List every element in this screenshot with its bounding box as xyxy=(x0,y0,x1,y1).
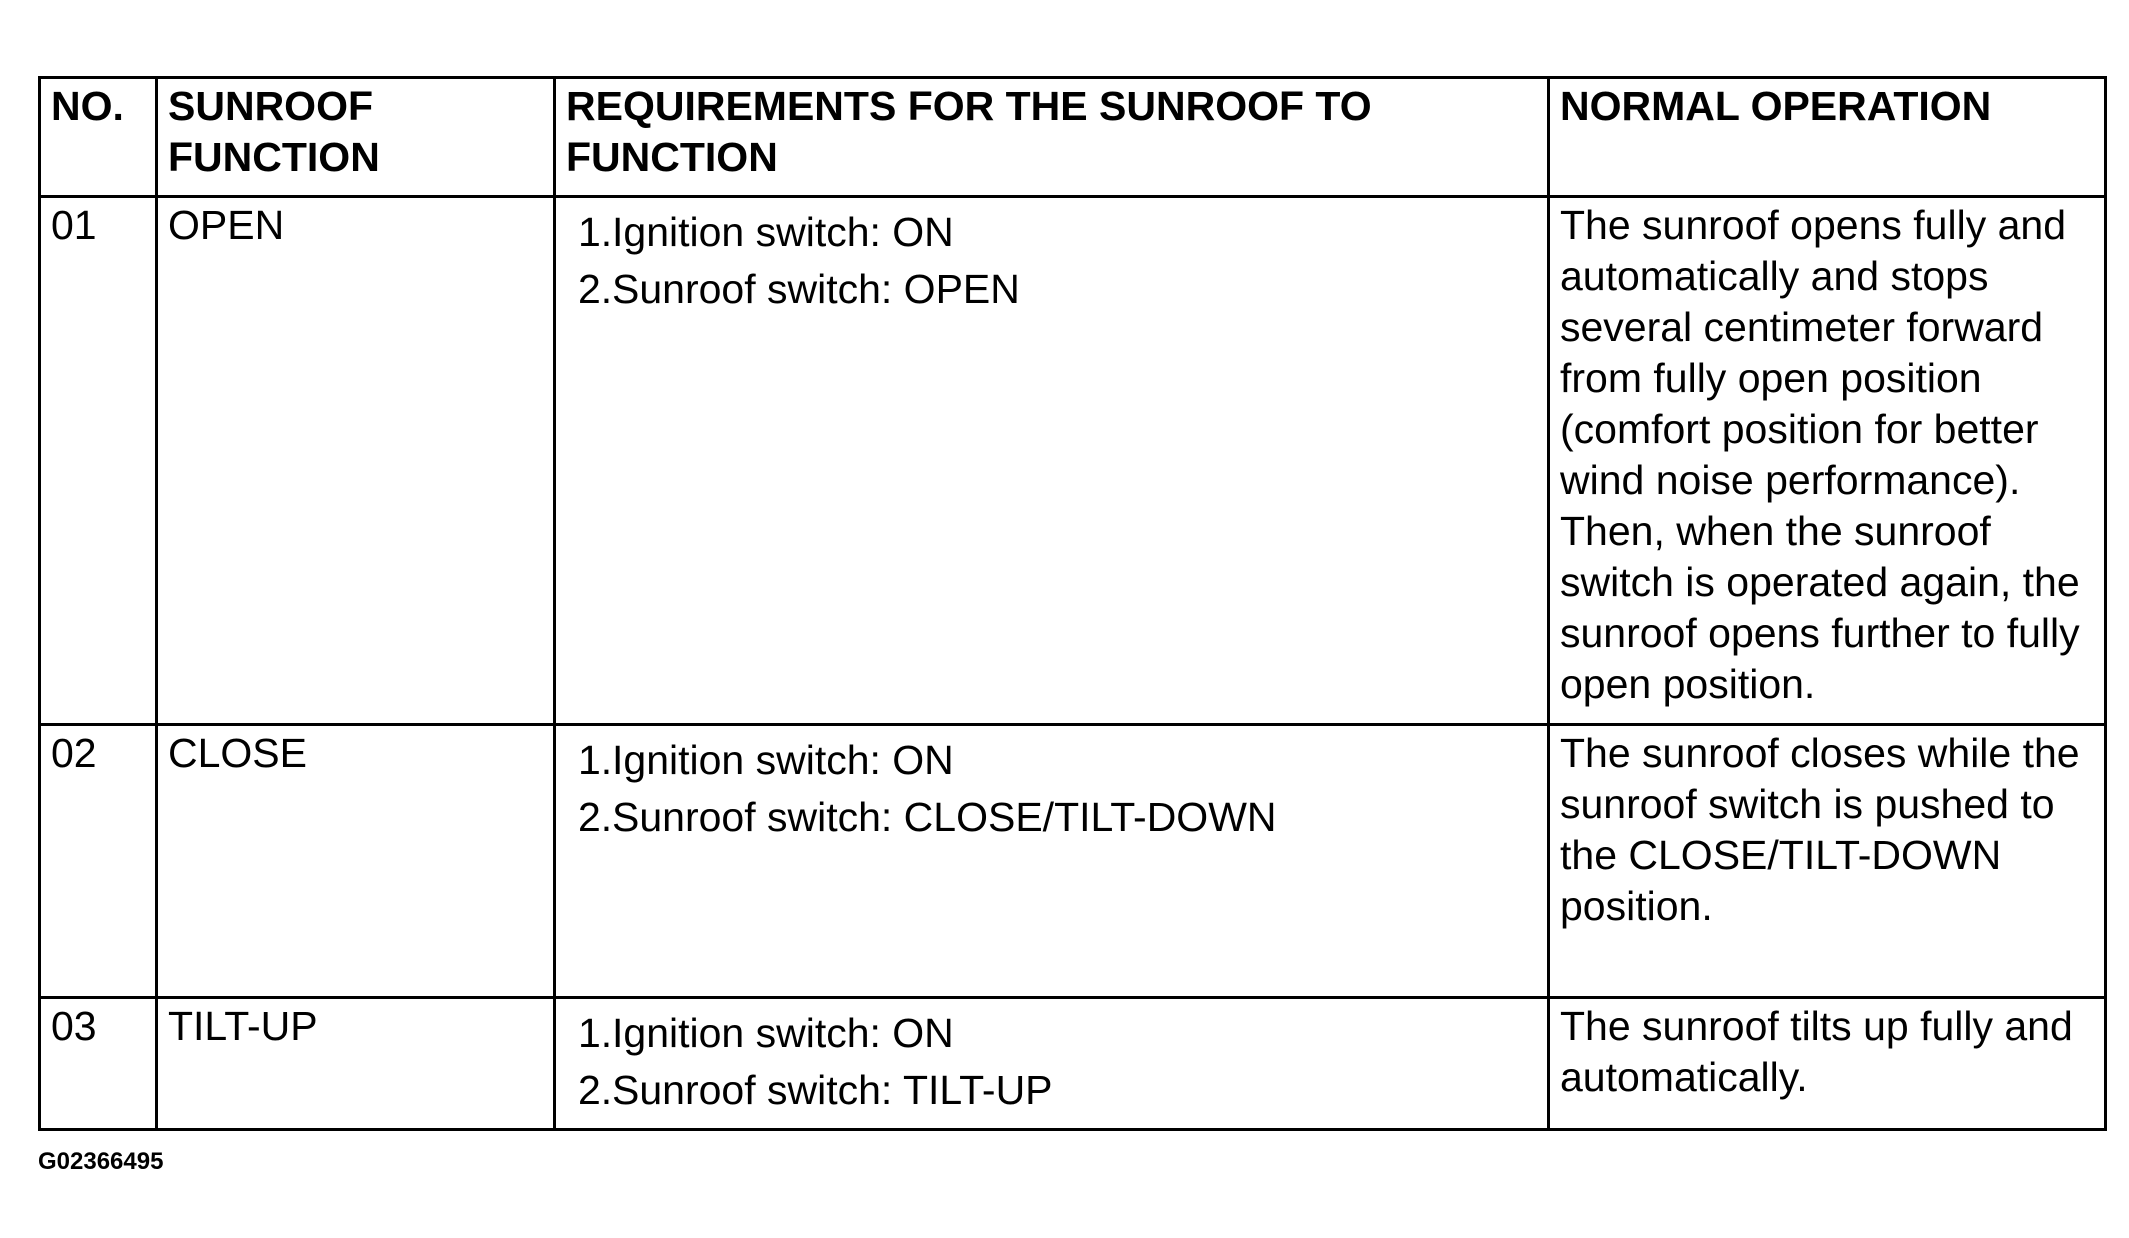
list-item xyxy=(578,789,1537,846)
header-requirements: REQUIREMENTS FOR THE SUNROOF TO FUNCTION xyxy=(555,78,1549,197)
list-item-text: Sunroof switch: TILT-UP xyxy=(612,1067,1053,1113)
list-item-text: Ignition switch: ON xyxy=(612,209,954,255)
cell-function: TILT-UP xyxy=(157,998,555,1130)
cell-requirements xyxy=(555,725,1549,998)
cell-normal-operation xyxy=(1549,998,2106,1130)
header-sunroof-function: SUNROOF FUNCTION xyxy=(157,78,555,197)
cell-normal-operation xyxy=(1549,725,2106,998)
list-item-number: 1. xyxy=(578,209,613,255)
normal-operation-text: The sunroof opens fully and automatically and stops several centimeter forward from fully open position (comfort position for better wind noise performance). Then, when the sunroof switch is operated again, the sunroof opens further to fully open position. xyxy=(1560,202,2080,707)
list-item xyxy=(578,732,1537,789)
header-no: NO. xyxy=(40,78,157,197)
cell-function: CLOSE xyxy=(157,725,555,998)
table-row xyxy=(40,197,2106,725)
list-item xyxy=(578,204,1537,261)
list-item-number: 2. xyxy=(578,1067,613,1113)
list-item xyxy=(578,261,1537,318)
normal-operation-text: The sunroof tilts up fully and automatically. xyxy=(1560,1003,2073,1100)
figure-code: G02366495 xyxy=(38,1148,164,1175)
cell-requirements xyxy=(555,197,1549,725)
table-header-row xyxy=(40,78,2106,197)
list-item-text: Ignition switch: ON xyxy=(612,737,954,783)
cell-no: 01 xyxy=(40,197,157,725)
requirements-list xyxy=(566,200,1537,318)
normal-operation-text: The sunroof closes while the sunroof switch is pushed to the CLOSE/TILT-DOWN position. xyxy=(1560,730,2080,929)
sunroof-function-table xyxy=(38,76,2107,1131)
list-item-number: 1. xyxy=(578,1010,613,1056)
header-normal-operation: NORMAL OPERATION xyxy=(1549,78,2106,197)
table-row xyxy=(40,998,2106,1130)
list-item-text: Sunroof switch: OPEN xyxy=(612,266,1020,312)
list-item-text: Sunroof switch: CLOSE/TILT-DOWN xyxy=(612,794,1277,840)
list-item-number: 2. xyxy=(578,794,613,840)
requirements-list xyxy=(566,728,1537,846)
cell-normal-operation xyxy=(1549,197,2106,725)
cell-no: 03 xyxy=(40,998,157,1130)
cell-requirements xyxy=(555,998,1549,1130)
list-item xyxy=(578,1062,1537,1119)
list-item-number: 1. xyxy=(578,737,613,783)
cell-function: OPEN xyxy=(157,197,555,725)
list-item-text: Ignition switch: ON xyxy=(612,1010,954,1056)
list-item-number: 2. xyxy=(578,266,613,312)
requirements-list xyxy=(566,1001,1537,1119)
cell-no: 02 xyxy=(40,725,157,998)
table-row xyxy=(40,725,2106,998)
list-item xyxy=(578,1005,1537,1062)
